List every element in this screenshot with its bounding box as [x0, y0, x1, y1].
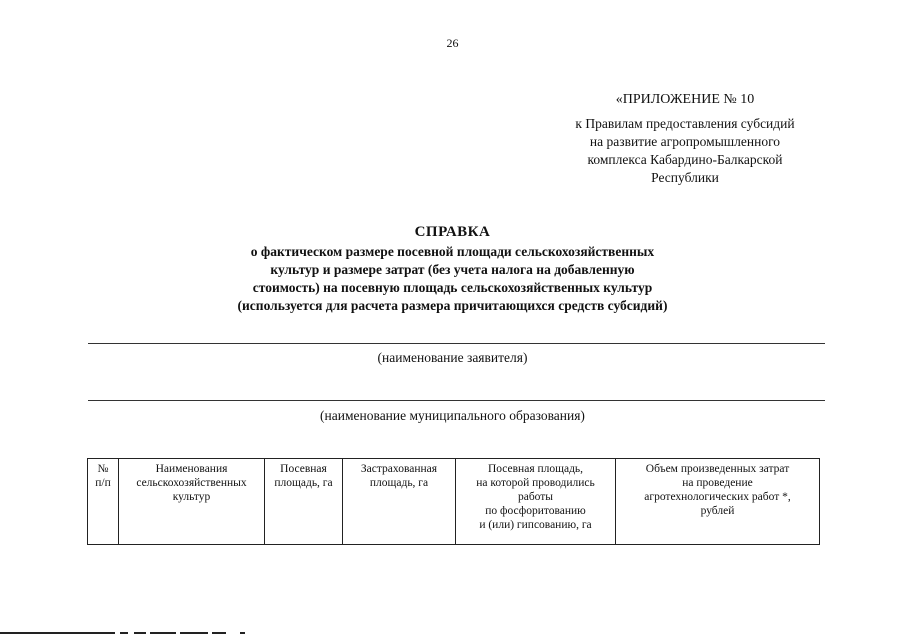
municipality-name-line [88, 400, 825, 401]
column-header-sown-area: Посевная площадь, га [265, 459, 343, 545]
column-header-number: № п/п [88, 459, 119, 545]
appendix-title: «ПРИЛОЖЕНИЕ № 10 [615, 92, 755, 107]
column-header-treated-area: Посевная площадь, на которой проводились работы по фосфоритованию и (или) гипсованию, га [456, 459, 616, 545]
municipality-caption: (наименование муниципального образования) [320, 408, 585, 423]
costs-table [87, 458, 820, 545]
document-subtitle [200, 243, 705, 315]
appendix-line: к Правилам предоставления субсидий [575, 116, 795, 131]
appendix-line: на развитие агропромышленного [589, 134, 781, 149]
column-header-costs: Объем произведенных затрат на проведение агротехнологических работ *, рублей [616, 459, 820, 545]
table-header-row [88, 459, 820, 545]
column-header-insured-area: Застрахованная площадь, га [343, 459, 456, 545]
appendix-line: комплекса Кабардино-Балкарской [587, 152, 783, 167]
document-title: СПРАВКА [414, 224, 491, 240]
appendix-description [555, 115, 815, 187]
page-number: 26 [446, 36, 459, 50]
column-header-crop-names: Наименования сельскохозяйственных культур [119, 459, 265, 545]
subtitle-line: стоимость) на посевную площадь сельскохозяйственных культур [252, 280, 653, 295]
applicant-caption: (наименование заявителя) [377, 350, 528, 365]
applicant-name-line [88, 343, 825, 344]
subtitle-line: о фактическом размере посевной площади сельскохозяйственных [250, 244, 655, 259]
subtitle-line: культур и размере затрат (без учета налога на добавленную [270, 262, 635, 277]
subtitle-line: (используется для расчета размера причитающихся средств субсидий) [237, 298, 668, 313]
appendix-line: Республики [651, 170, 719, 185]
